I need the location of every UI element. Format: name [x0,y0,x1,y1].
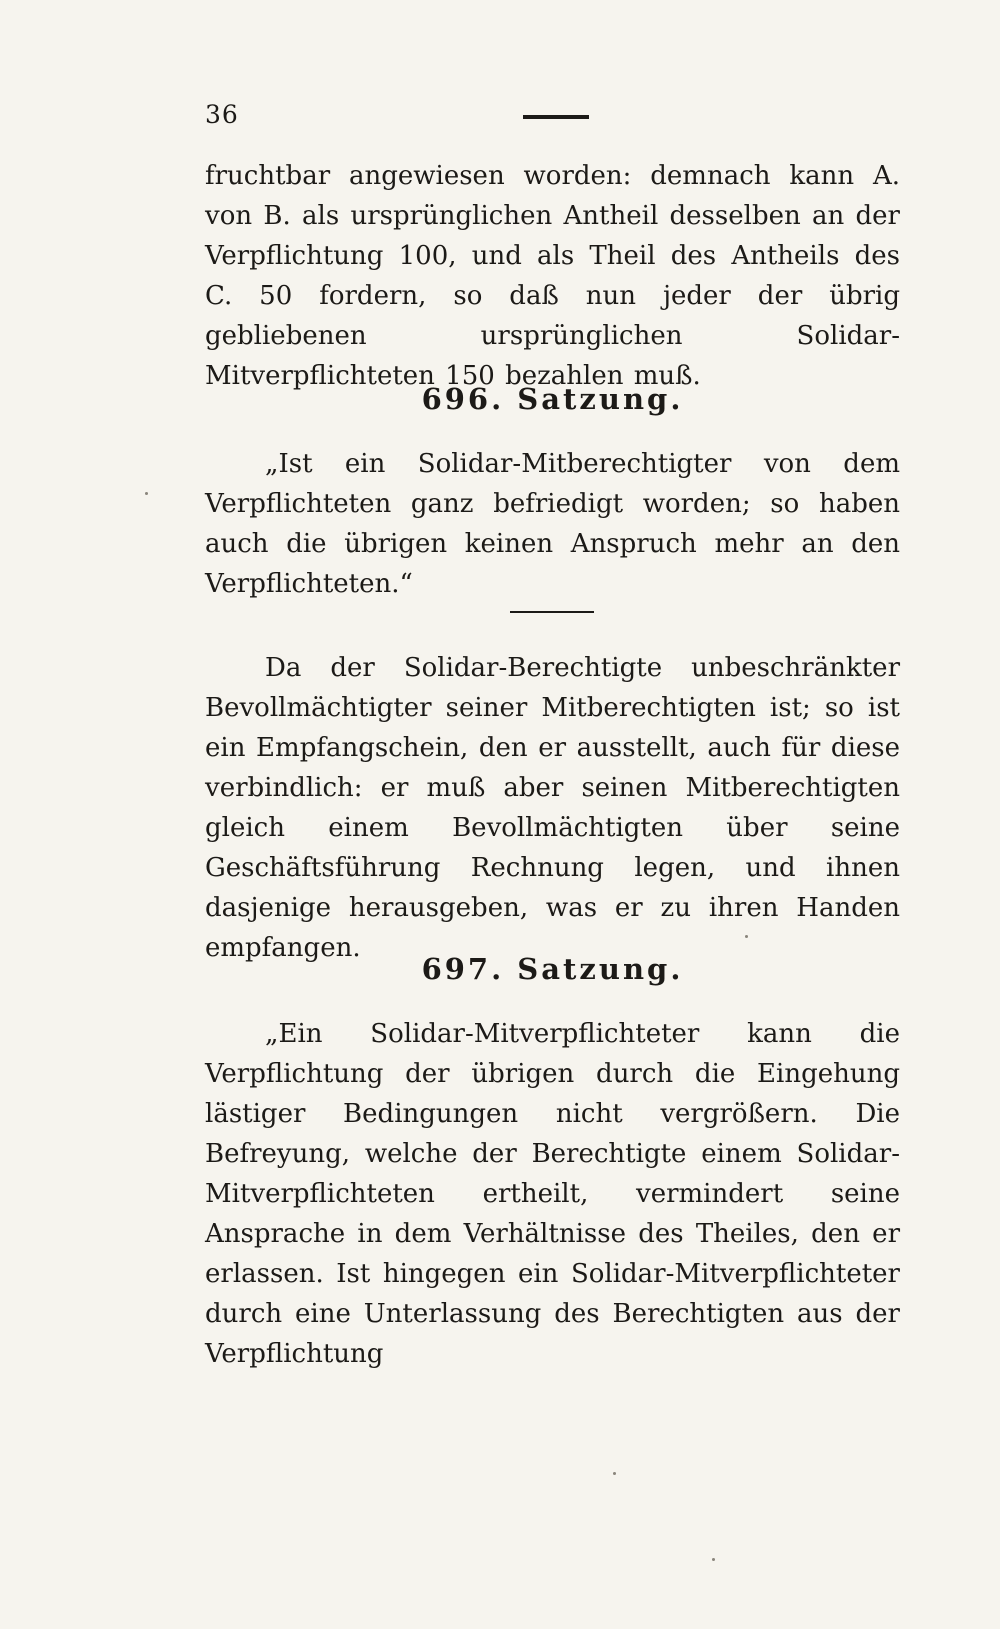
section-697-quote: „Ein Solidar-Mitverpflichteter kann die Verpflichtung der übrigen durch die Eingehung lästiger Bedingungen nicht vergrößern. Die Befreyung, welche der Berechtigte einem Solidar-Mitverpflichteten ertheilt, vermindert seine Ansprache in dem Verhältnisse des Theiles, den er erlassen. Ist hingegen ein Solidar-Mitverpflichteter durch eine Unterlassung des Berechtigten aus der Verpflichtung [205,1019,900,1369]
section-696-heading: 696. Satzung. [421,382,684,416]
section-697-heading: 697. Satzung. [421,952,684,986]
paper-speck [712,1558,715,1561]
section-696-commentary: Da der Solidar-Berechtigte unbeschränkter Bevollmächtigter seiner Mitberechtigten ist; so ist ein Empfangschein, den er ausstellt, auch für diese verbindlich: er muß aber seinen Mitberechtigten gleich einem Bevollmächtigten über seine Geschäftsführung Rechnung legen, und ihnen dasjenige herausgeben, was er zu ihren Handen empfangen. [205,653,900,963]
section-rule [510,611,594,613]
paper-speck [145,492,148,495]
page-number: 36 [205,100,239,129]
paper-speck [745,935,748,938]
header-rule [523,115,589,119]
section-696-quote: „Ist ein Solidar-Mitberechtigter von dem Verpflichteten ganz befriedigt worden; so haben auch die übrigen keinen Anspruch mehr an den Verpflichteten.“ [205,449,900,599]
page-header [205,100,900,140]
paper-speck [613,1472,616,1475]
intro-paragraph: fruchtbar angewiesen worden: demnach kann A. von B. als ursprünglichen Antheil desselben an der Verpflichtung 100, und als Theil des Antheils des C. 50 fordern, so daß nun jeder der übrig gebliebenen ursprünglichen Solidar-Mitverpflichteten 150 bezahlen muß. [205,161,900,391]
